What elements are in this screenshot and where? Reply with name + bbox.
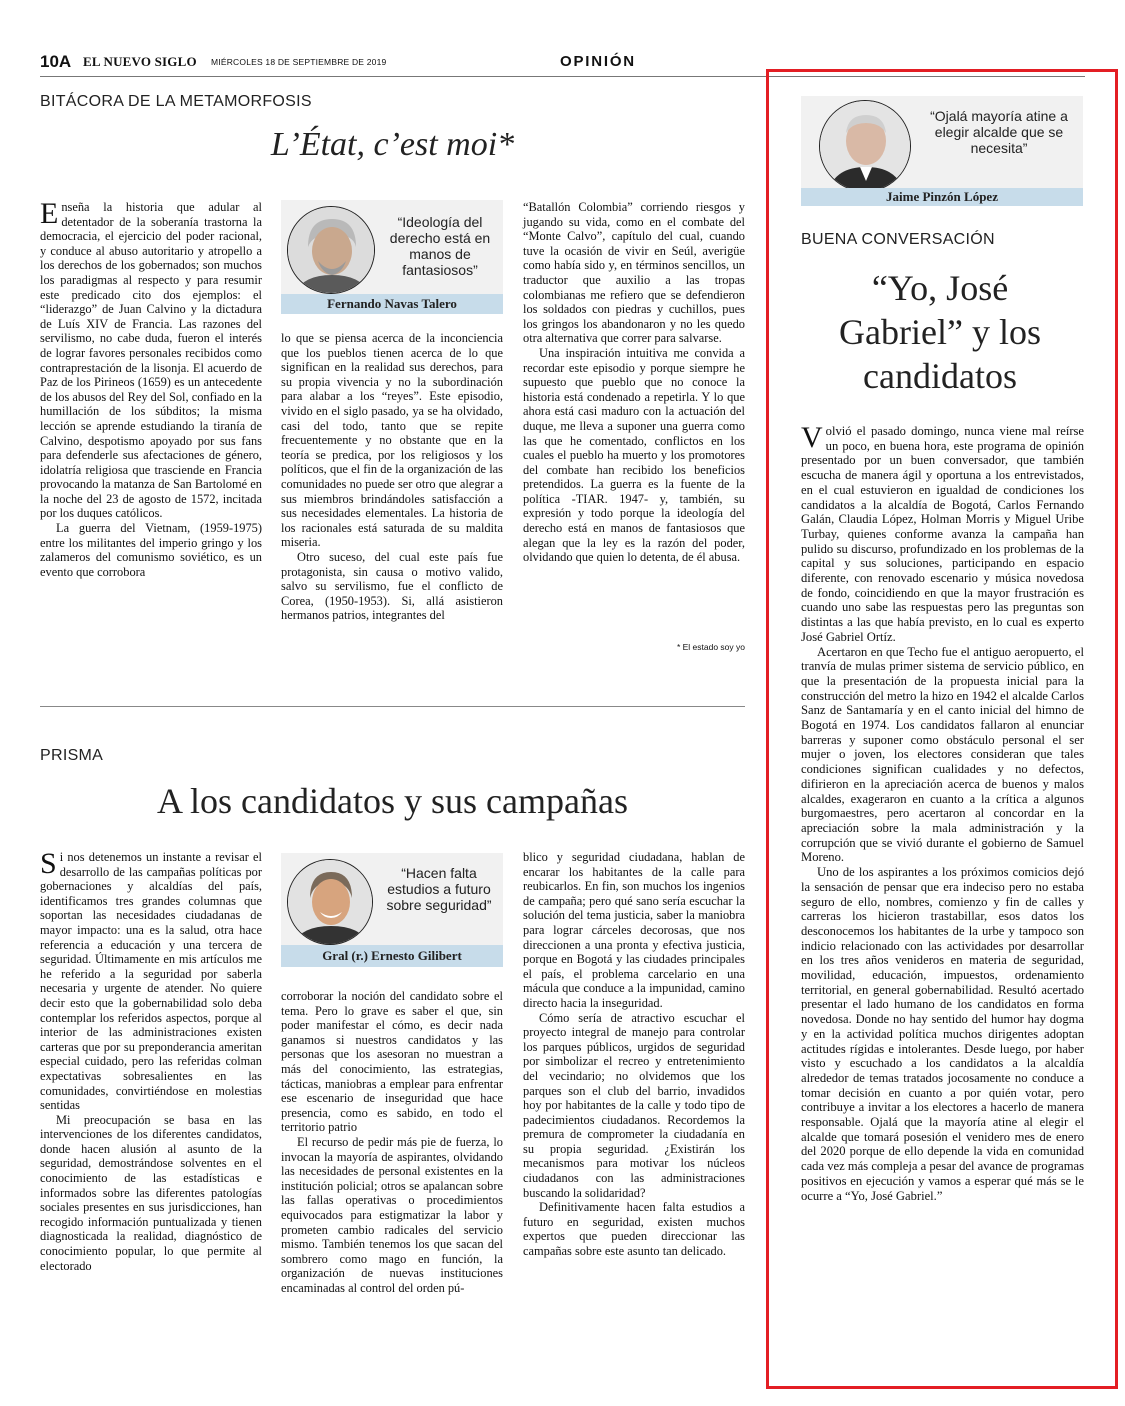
- section-name: OPINIÓN: [560, 53, 636, 70]
- paragraph: “Batallón Colombia” corriendo riesgos y jugando su vida, como en el combate del “Monte Calvo”, capítulo del cual, cuando tuve la ocasión de vivir en Seúl, averigüe como había sido y, en términos sencillos, un traductor que auxilio a las tropas colombianas me refiero que se defendieron los soldados con piedras y cuchillos, pues los gringos los abandonaron y no les quedo otra alternativa que correr para salvarse.: [523, 200, 745, 346]
- article1-column-2: [281, 331, 503, 623]
- portrait-icon: [288, 860, 373, 945]
- paragraph: Otro suceso, del cual este país fue protagonista, sin causa o motivo valido, salvo su servilismo, fue el conflicto de Corea, (1950-1953). Si, allá asistieron hermanos patrios, integrantes del: [281, 549, 503, 623]
- paragraph: La guerra del Vietnam, (1959-1975) entre los militantes del imperio gringo y los zalameros del comunismo soviético, es un evento que corrobora: [40, 521, 262, 579]
- paragraph: nseña la historia que adular al detentador de la soberanía trastorna la democracia, el ejercicio del poder racional, y conduce al abuso autoritario y atropello a los derechos de los gobernados; son muchos los paradigmas al respecto y para resumir este predicado cito dos ejemplos: el “liderazgo” de Juan Calvino y la dictadura de Luís XIV de Francia. Las razones del servilismo, no cabe duda, fueron el interés de lograr favores personales recibidos como contraprestación de la lisonja. El acuerdo de Paz de los Pirineos (1659) es un antecedente de los abusos del Rey del Sol, confiado en la humillación de los súbditos; la misma lección se aprende estudiando la tiranía de Calvino, despotismo apoyado por sus fans para defenderle sus afectaciones de género, idolatría religiosa que trasciende en Francia provocando la matanza de San Bartolomé en la noche del 23 de agosto de 1572, incitada por los duques católicos.: [40, 200, 262, 521]
- drop-cap: V: [801, 421, 823, 454]
- drop-cap: E: [40, 197, 59, 230]
- article3-title: [790, 266, 1090, 398]
- paragraph: Definitivamente hacen falta estudios a futuro en seguridad, existen muchos expertos que pueden direccionar las campañas sobre este asunto tan delicado.: [523, 1200, 745, 1259]
- author-name: Jaime Pinzón López: [801, 188, 1083, 206]
- paragraph: Acertaron en que Techo fue el antiguo aeropuerto, el tranvía de mulas primer sistema de servicio público, en que la presentación de la propuesta inicial para la construcción del metro la hizo en 1942 el alcalde Carlos Sanz de Santamaría y en el canto inicial del himno de Bogotá en 1974. Los candidatos fallaron al enunciar barreras y suponer como obstáculo personal el ser mujer o joven, los electores consideran que tales condiciones significan cualidades y no defectos, difirieron en la apreciación acerca de buenos y malos alcaldes, exageraron en cuanto a la crítica a algunos burgomaestres, pero acertaron al concordar en la apreciación sobre la mala administración y la corrupción que se vivió durante el gobierno de Samuel Moreno.: [801, 644, 1084, 865]
- paragraph: Mi preocupación se basa en las intervenciones de los diferentes candidatos, donde hacen alusión al asunto de la seguridad, demostrándose solventes en el conocimiento de las estadísticas e informados sobre las diferentes patologías sociales presentes en sus jurisdicciones, han recogido información puntualizada y tienen diagnosticada la realidad, diagnóstico de conocimiento popular, lo que permite al electorado: [40, 1112, 262, 1273]
- article2-column-3: [523, 850, 745, 1259]
- article1-column-3: [523, 200, 745, 565]
- paragraph: olvió el pasado domingo, nunca viene mal reírse un poco, en buena hora, este programa de opinión presentado por un buen conversador, que también escucha de manera ágil y oportuna a los entrevistados, en el cual estuvieron en igualdad de condiciones los candidatos a la alcaldía de Bogotá, Carlos Fernando Galán, Claudia López, Holman Morris y Miguel Uribe Turbay, quienes conforme avanza la campaña han pulido su discurso, profundizado en los problemas de la capital y sus soluciones, participando en espacio diferente, con renovado escenario y música novedosa de fondo, coincidiendo en que la mayor frustración es cuando uno sabe las respuestas pero las preguntas son distintas a las que había previsto, en lo cual es experto José Gabriel Ortíz.: [801, 424, 1084, 644]
- paragraph: Una inspiración intuitiva me convida a recordar este episodio y porque siempre he supuesto que pueblo que no conoce la historia está condenado a repetirla. Y lo que ahora está casi maduro con la actuación del duque, me lleva a suponer una guerra como las que he comentado, conflictos en los cuales el pueblo ha muerto y los promotores del combate han recibido los beneficios pretendidos. La guerra es la fuente de la política -TIAR. 1947- y, también, su expresión y todo porque la ideología del derecho está en manos de fantasiosos que alegan que la ley es la razón del poder, olvidando que quien lo detenta, de él abusa.: [523, 345, 745, 565]
- author-name: Fernando Navas Talero: [281, 294, 503, 314]
- drop-cap: S: [40, 847, 57, 880]
- article3-author-box: [801, 96, 1083, 210]
- title-line: candidatos: [863, 356, 1017, 396]
- article2-title: A los candidatos y sus campañas: [157, 781, 628, 821]
- portrait-icon: [820, 101, 911, 192]
- article3-body: [801, 421, 1084, 1203]
- article2-column-2: [281, 989, 503, 1295]
- page-number: 10A: [40, 52, 72, 71]
- article2-author-box: [281, 853, 503, 967]
- portrait-icon: [288, 207, 375, 294]
- author-quote: “Ojalá mayoría atine a elegir alcalde que se necesita”: [930, 108, 1068, 156]
- author-quote: “Hacen falta estudios a futuro sobre seguridad”: [386, 865, 492, 913]
- article1-footnote: * El estado soy yo: [676, 642, 745, 652]
- article1-author-box: [281, 200, 503, 314]
- title-line: Gabriel” y los: [839, 312, 1041, 352]
- publication-date: MIÉRCOLES 18 DE SEPTIEMBRE DE 2019: [211, 57, 387, 67]
- paragraph: Uno de los aspirantes a los próximos comicios dejó la sensación de pensar que era indeciso pero no estaba seguro de ello, nombres, comienzo y fin de calles y carreras los hicieron trastabillar, esos datos los desconocemos los habitantes de la urbe y tampoco son indicio relacionado con las actividades por desarrollar en los tres años venideros en materia de seguridad, movilidad, educación, impuestos, ordenamiento territorial, en general gobernabilidad. Resultó acertado presentar el lado humano de los candidatos en forma novedosa. Donde no hay sentido del humor hay dogma y en la actividad política muchos dirigentes adoptan actitudes rígidas e intolerantes. Desde luego, por haber visto y escuchado a los candidatos a la alcaldía alrededor de temas tratados jocosamente no conduce a tomar decisión en cuanto a por quién votar, pero contribuye a invitar a los electores a hacerlo de manera responsable. Ojalá que la mayoría atine al elegir el alcalde que tomará posesión el venidero mes de enero del 2020 porque de ello depende la vida en comunidad cada vez más compleja a pesar del avance de programas positivos en ejecución y vamos a esperar qué más se le ocurre a “Yo, José Gabriel.”: [801, 865, 1084, 1203]
- article-divider: [40, 706, 745, 707]
- title-line: “Yo, José: [871, 268, 1009, 308]
- article2-kicker: PRISMA: [40, 747, 104, 764]
- author-photo: [287, 206, 375, 294]
- paragraph: Cómo sería de atractivo escuchar el proyecto integral de manejo para controlar los parques públicos, urgidos de seguridad por simbolizar el recreo y entretenimiento del vecindario; no olvidemos que los parques son el club del barrio, invadidos hoy por habitantes de la calle y todo tipo de padecimientos ciudadanos. Recordemos la premura de comprometer la ciudadanía en su propia seguridad. ¿Existirán los mecanismos para motivar los núcleos ciudadanos con las administraciones buscando la solidaridad?: [523, 1010, 745, 1200]
- author-quote: “Ideología del derecho está en manos de fantasiosos”: [389, 214, 491, 278]
- article1-kicker: BITÁCORA DE LA METAMORFOSIS: [40, 93, 312, 110]
- article2-column-1: [40, 847, 262, 1273]
- paragraph: El recurso de pedir más pie de fuerza, lo invocan la mayoría de aspirantes, olvidando las necesidades de personal existentes en la institución policial; otros se apalancan sobre las fallas operativas o procedimientos equivocados para estigmatizar la labor y prometen cambio radicales del servicio mismo. También tenemos los que sacan del sombrero como mago en función, la organización de nuevas instituciones encaminadas al control del orden pú-: [281, 1134, 503, 1295]
- author-name: Gral (r.) Ernesto Gilibert: [281, 945, 503, 967]
- paragraph: lo que se piensa acerca de la inconciencia que los pueblos tienen acerca de lo que significan en la realidad sus derechos, para su propia vivencia y no la subordinación para alabar a los “reyes”. Este episodio, vivido en el siglo pasado, ya se ha olvidado, casi del todo, tanto que se repite frecuentemente y no obstante que en la teoría se predica, por los religiosos y los políticos, que el fin de la organización de las comunidades no puede ser otro que alegrar a sus miembros brindándoles satisfacción a sus necesidades elementales. La historia de los racionales está saturada de su maldita miseria.: [281, 331, 503, 550]
- paragraph: i nos detenemos un instante a revisar el desarrollo de las campañas políticas por gobernaciones y alcaldías del país, identificamos tres grandes columnas que soportan las necesidades ciudadanas de mayor impacto: una es la salud, otra hace referencia a educación y una tercera de seguridad. Últimamente en mis artículos me he referido a la seguridad por saberla necesaria y urgente de atender. No quiere decir esto que la gobernabilidad solo deba contemplar los referidos aspectos, porque al interior de las administraciones existen carteras que por su preponderancia ameritan especial cuidado, pero las referidas colman expectativas sobresalientes en las comunidades, convirtiéndose en molestias sentidas: [40, 850, 262, 1113]
- article1-title: L’État, c’est moi*: [270, 126, 515, 163]
- paragraph: blico y seguridad ciudadana, hablan de encarar los habitantes de la calle para reubicarlos. En fin, son muchos los ingenios de campaña; pero qué sano sería escuchar la solución del tema justicia, saber la maniobra para lograr cárceles decorosas, que nos direccionen a una pronta y efectiva justicia, porque en Bogotá y las ciudades principales el país, el problema carcelario en una mácula que conduce a la impunidad, camino directo hacia la inseguridad.: [523, 850, 745, 1010]
- article1-column-1: [40, 197, 262, 579]
- author-photo: [287, 859, 373, 945]
- article3-kicker: BUENA CONVERSACIÓN: [801, 231, 995, 248]
- author-photo: [819, 100, 911, 192]
- paragraph: corroborar la noción del candidato sobre el tema. Pero lo grave es saber el que, sin poder manifestar el cómo, es decir nada ganamos si nuestros candidatos y las personas que los asesoran no muestran a más del conocimiento, las estrategias, tácticas, maniobras a emplear para enfrentar ese escenario de inseguridad que hace presencia, como es sabido, en todo el territorio patrio: [281, 989, 503, 1135]
- publication-name: EL NUEVO SIGLO: [83, 54, 197, 69]
